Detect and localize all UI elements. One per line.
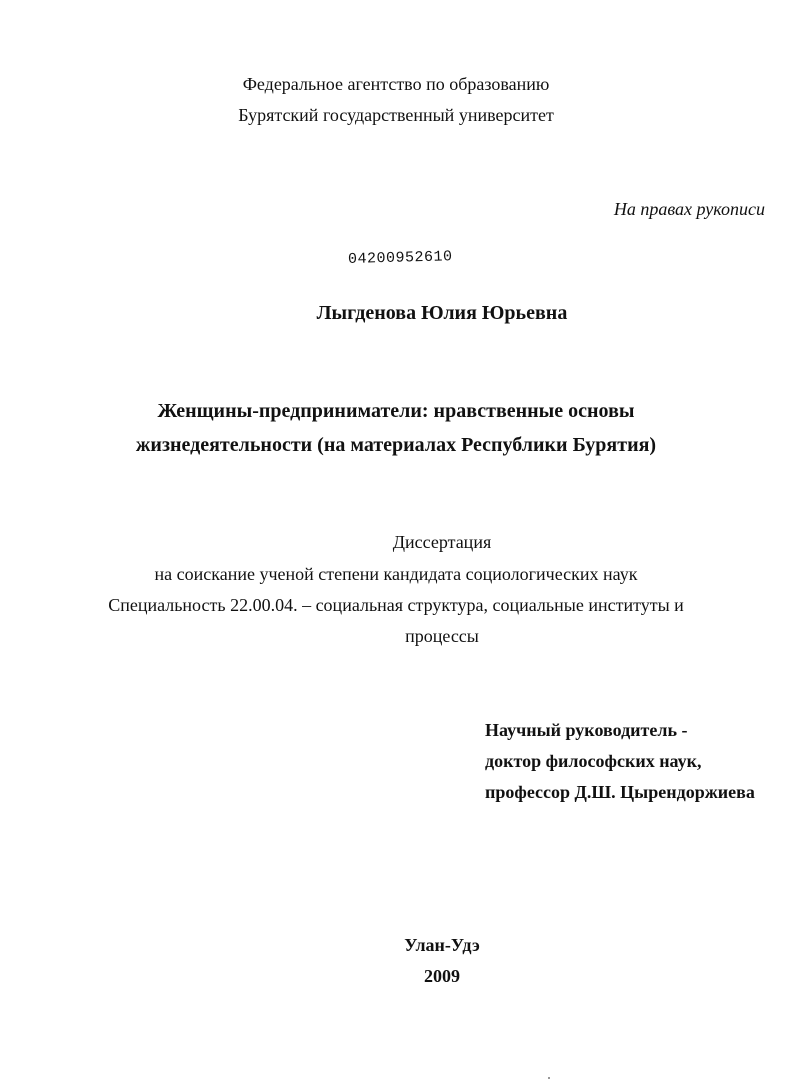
- degree-line: на соискание ученой степени кандидата социологических наук: [154, 564, 638, 584]
- year: 2009: [424, 966, 460, 986]
- manuscript-note: На правах рукописи: [613, 199, 765, 219]
- document-type: Диссертация: [392, 532, 492, 552]
- university-name: Бурятский государственный университет: [238, 105, 554, 125]
- city: Улан-Удэ: [404, 935, 480, 955]
- supervisor-line1: Научный руководитель -: [485, 720, 688, 740]
- author-name: Лыгденова Юлия Юрьевна: [316, 302, 568, 324]
- supervisor-line3: профессор Д.Ш. Цырендоржиева: [485, 782, 755, 802]
- specialty-line2: процессы: [405, 626, 479, 646]
- supervisor-line2: доктор философских наук,: [485, 751, 702, 771]
- specialty-line1: Специальность 22.00.04. – социальная структура, социальные институты и: [108, 595, 684, 615]
- agency-name: Федеральное агентство по образованию: [242, 74, 550, 94]
- scan-speck: [548, 1077, 550, 1079]
- dissertation-title-line2: жизнедеятельности (на материалах Республики Бурятия): [135, 434, 657, 456]
- dissertation-title-line1: Женщины-предприниматели: нравственные основы: [157, 400, 635, 422]
- library-number: 04200952610: [347, 248, 453, 268]
